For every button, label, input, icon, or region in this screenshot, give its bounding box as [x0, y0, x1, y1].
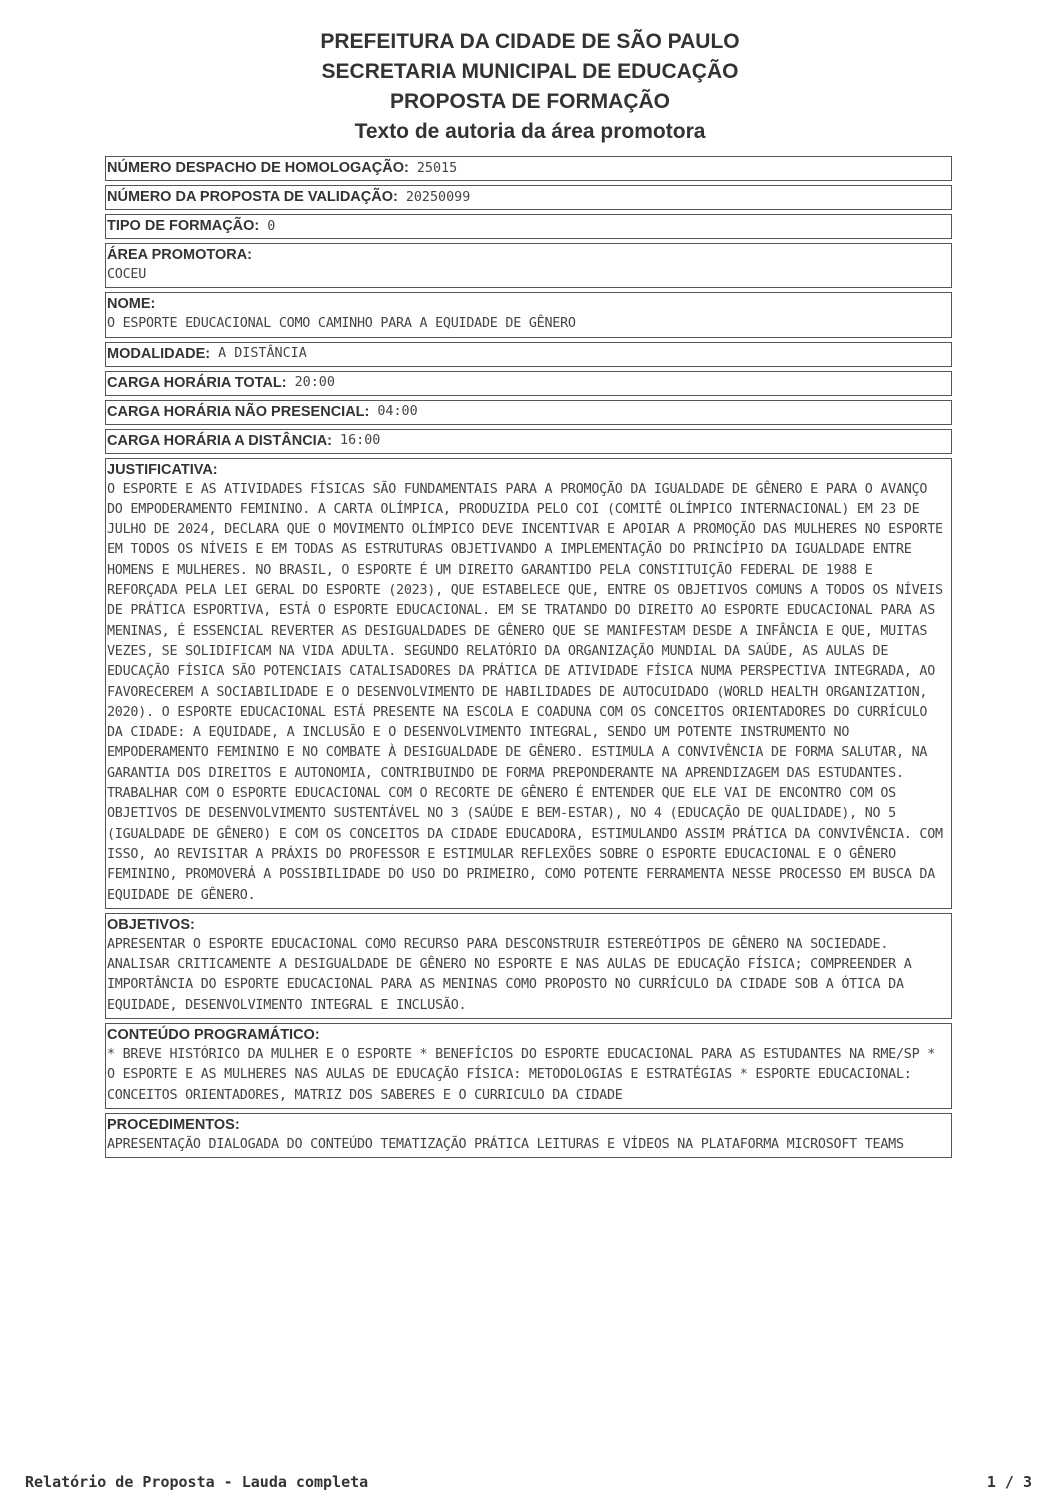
field-carga-total-value: 20:00 [294, 375, 335, 391]
document-header [0, 27, 1060, 147]
field-proposta-value: 20250099 [405, 189, 471, 205]
field-objetivos-value: APRESENTAR O ESPORTE EDUCACIONAL COMO RECURSO PARA DESCONSTRUIR ESTEREÓTIPOS DE GÊNERO NA SOCIEDADE. ANALISAR CRITICAMENTE A DESIGUALDADE DE GÊNERO NO ESPORTE E NAS AULAS DE EDUCAÇÃO FÍSICA; COMPREENDER A IMPORTÂNCIA DO ESPORTE EDUCACIONAL PARA AS MENINAS COMO PROPOSTO NO CURRÍCULO DA CIDADE SOB A ÓTICA DA EQUIDADE, DESENVOLVIMENTO INTEGRAL E INCLUSÃO. [107, 936, 920, 1013]
field-justificativa-label: JUSTIFICATIVA: [107, 461, 218, 478]
field-nome-label: NOME: [107, 296, 156, 313]
field-modalidade-label: MODALIDADE: [107, 345, 211, 362]
field-modalidade-value: A DISTÂNCIA [218, 346, 307, 362]
field-tipo-label: TIPO DE FORMAÇÃO: [107, 218, 260, 234]
field-conteudo-label: CONTEÚDO PROGRAMÁTICO: [107, 1027, 320, 1044]
field-procedimentos-value: APRESENTAÇÃO DIALOGADA DO CONTEÚDO TEMATIZAÇÃO PRÁTICA LEITURAS E VÍDEOS NA PLATAFORMA MICROSOFT TEAMS [107, 1136, 904, 1152]
field-carga-nao-presencial-value: 04:00 [377, 404, 418, 420]
field-nome [105, 292, 952, 337]
header-prefeitura: PREFEITURA DA CIDADE DE SÃO PAULO [320, 30, 740, 53]
field-area-value: COCEU [107, 267, 147, 282]
field-tipo [105, 214, 952, 239]
field-proposta-label: NÚMERO DA PROPOSTA DE VALIDAÇÃO: [107, 189, 398, 205]
field-conteudo [105, 1023, 952, 1109]
header-proposta: PROPOSTA DE FORMAÇÃO [389, 90, 670, 113]
proposal-fields [105, 156, 952, 1162]
field-area-label: ÁREA PROMOTORA: [107, 247, 252, 263]
field-procedimentos [105, 1113, 952, 1158]
field-justificativa [105, 458, 952, 909]
field-justificativa-value: O ESPORTE E AS ATIVIDADES FÍSICAS SÃO FUNDAMENTAIS PARA A PROMOÇÃO DA IGUALDADE DE GÊNERO E PARA O AVANÇO DO EMPODERAMENTO FEMININO. A CARTA OLÍMPICA, PRODUZIDA PELO COI (COMITÊ OLÍMPICO INTERNACIONAL) EM 23 DE JULHO DE 2024, DECLARA QUE O MOVIMENTO OLÍMPICO DEVE INCENTIVAR E APOIAR A PROMOÇÃO DAS MULHERES NO ESPORTE EM TODOS OS NÍVEIS E EM TODAS AS ESTRUTURAS OBJETIVANDO A IMPLEMENTAÇÃO DO PRINCÍPIO DA IGUALDADE ENTRE HOMENS E MULHERES. NO BRASIL, O ESPORTE É UM DIREITO GARANTIDO PELA CONSTITUIÇÃO FEDERAL DE 1988 E REFORÇADA PELA LEI GERAL DO ESPORTE (2023), QUE ESTABELECE QUE, ENTRE OS OBJETIVOS COMUNS A TODOS OS NÍVEIS DE PRÁTICA ESPORTIVA, ESTÁ O ESPORTE EDUCACIONAL. EM SE TRATANDO DO DIREITO AO ESPORTE EDUCACIONAL PARA AS MENINAS, É ESSENCIAL REVERTER AS DESIGUALDADES DE GÊNERO QUE SE MANIFESTAM DESDE A INFÂNCIA E QUE, MUITAS VEZES, SE SOLIDIFICAM NA VIDA ADULTA. SEGUNDO RELATÓRIO DA ORGANIZAÇÃO MUNDIAL DA SAÚDE, AS AULAS DE EDUCAÇÃO FÍSICA SÃO POTENCIAIS CATALISADORES DA PRÁTICA DE ATIVIDADE FÍSICA NUMA PERSPECTIVA INTEGRADA, AO FAVORECEREM A SOCIABILIDADE E O DESENVOLVIMENTO DE HABILIDADES DE AUTOCUIDADO (WORLD HEALTH ORGANIZATION, 2020). O ESPORTE EDUCACIONAL ESTÁ PRESENTE NA ESCOLA E COADUNA COM OS CONCEITOS ORIENTADORES DO CURRÍCULO DA CIDADE: A EQUIDADE, A INCLUSÃO E O DESENVOLVIMENTO INTEGRAL, SENDO UM POTENTE INSTRUMENTO NO EMPODERAMENTO FEMININO E NO COMBATE À DESIGUALDADE DE GÊNERO. ESTIMULA A CONVIVÊNCIA DE FORMA SALUTAR, NA GARANTIA DOS DIREITOS E AUTONOMIA, CONTRIBUINDO DE FORMA PREPONDERANTE NA APRENDIZAGEM DAS ESTUDANTES. TRABALHAR COM O ESPORTE EDUCACIONAL COM O RECORTE DE GÊNERO É ENTENDER QUE ELE VAI DE ENCONTRO COM OS OBJETIVOS DE DESENVOLVIMENTO SUSTENTÁVEL NO 3 (SAÚDE E BEM-ESTAR), NO 4 (EDUCAÇÃO DE QUALIDADE), NO 5 (IGUALDADE DE GÊNERO) E COM OS CONCEITOS DA CIDADE EDUCADORA, ESTIMULANDO ASSIM PRÁTICA DA CONVIVÊNCIA. COM ISSO, AO REVISITAR A PRÁXIS DO PROFESSOR E ESTIMULAR REFLEXÕES SOBRE O ESPORTE EDUCACIONAL E O GÊNERO FEMININO, PROMOVERÁ A POSSIBILIDADE DO USO DO PRIMEIRO, COMO POTENTE FERRAMENTA NESSE PROCESSO EM BUSCA DA EQUIDADE DE GÊNERO. [107, 481, 951, 903]
field-objetivos-label: OBJETIVOS: [107, 916, 195, 933]
footer-report-title: Relatório de Proposta - Lauda completa [25, 1473, 369, 1491]
field-despacho-label: NÚMERO DESPACHO DE HOMOLOGAÇÃO: [107, 160, 409, 176]
field-despacho [105, 156, 952, 181]
field-nome-value: O ESPORTE EDUCACIONAL COMO CAMINHO PARA A EQUIDADE DE GÊNERO [107, 316, 576, 332]
field-area [105, 243, 952, 288]
field-modalidade [105, 342, 952, 367]
field-objetivos [105, 913, 952, 1019]
field-conteudo-value: * BREVE HISTÓRICO DA MULHER E O ESPORTE * BENEFÍCIOS DO ESPORTE EDUCACIONAL PARA AS ESTUDANTES NA RME/SP * O ESPORTE E AS MULHERES NAS AULAS DE EDUCAÇÃO FÍSICA: METODOLOGIAS E ESTRATÉGIAS * ESPORTE EDUCACIONAL: CONCEITOS ORIENTADORES, MATRIZ DOS SABERES E O CURRICULO DA CIDADE [107, 1047, 943, 1103]
header-subtitle: Texto de autoria da área promotora [354, 120, 706, 143]
field-carga-total-label: CARGA HORÁRIA TOTAL: [107, 374, 287, 391]
field-carga-total [105, 371, 952, 396]
field-carga-nao-presencial-label: CARGA HORÁRIA NÃO PRESENCIAL: [107, 403, 370, 420]
field-carga-distancia [105, 429, 952, 454]
field-carga-distancia-value: 16:00 [340, 433, 381, 449]
field-proposta [105, 185, 952, 210]
footer-page-number: 1 / 3 [986, 1473, 1032, 1491]
field-despacho-value: 25015 [416, 160, 458, 176]
header-secretaria: SECRETARIA MUNICIPAL DE EDUCAÇÃO [321, 60, 739, 83]
field-carga-nao-presencial [105, 400, 952, 425]
field-carga-distancia-label: CARGA HORÁRIA A DISTÂNCIA: [107, 432, 333, 449]
field-tipo-value: 0 [267, 218, 276, 234]
field-procedimentos-label: PROCEDIMENTOS: [107, 1116, 240, 1133]
